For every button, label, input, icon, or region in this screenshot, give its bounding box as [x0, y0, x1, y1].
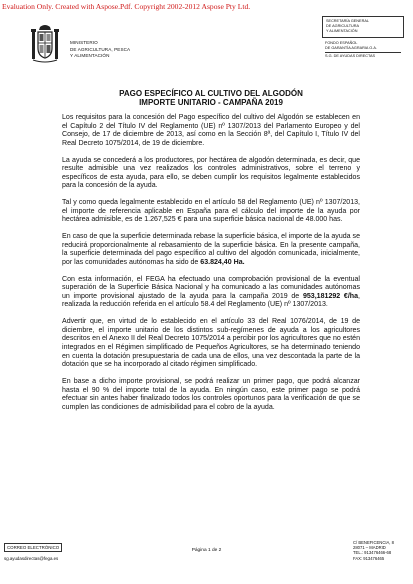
title-line-1: PAGO ESPECÍFICO AL CULTIVO DEL ALGODÓN: [119, 89, 303, 98]
evaluation-watermark: Evaluation Only. Created with Aspose.Pdf. Copyright 2002-2012 Aspose Pty Ltd.: [2, 2, 251, 11]
document-body: [62, 114, 360, 421]
coat-of-arms-emblem: [30, 24, 60, 64]
paragraph-5-text-a: Con esta información, el FEGA ha efectuado una comprobación provisional de la eventual superación de la Superficie Básica Nacional y ha comunicado a las comunidades autónomas un importe provisional ajustado de la ayuda para la campaña 2019 de: [62, 275, 360, 300]
ministry-line-3: Y ALIMENTACIÓN: [70, 53, 110, 59]
fega-box: [322, 38, 404, 60]
fega-line-3: S.G. DE AYUDAS DIRECTAS: [325, 54, 376, 59]
paragraph-7: En base a dicho importe provisional, se podrá realizar un primer pago, que podrá alcanzar hasta el 90 % del importe total de la ayuda. En ningún caso, este primer pago se podrá efectuar sin antes haber finalizado todos los controles oportunos para la verificación de que se cumplen las condiciones de admisibilidad para el cobro de la ayuda.: [62, 378, 360, 411]
ministry-line-1: MINISTERIO: [70, 40, 98, 45]
paragraph-5-text-b: , realizada la reducción referida en el artículo 58.4 del Reglamento (UE) nº 1307/2013.: [62, 292, 360, 309]
paragraph-4-text: En caso de que la superficie determinada rebase la superficie básica, el importe de la ayuda se reducirá proporcionalmente al rebasamiento de la superficie básica. En la presente campaña, la superficie determinada del pago específico al cultivo del algodón comunicada, inicialmente, por las comunidades autónomas ha sido de: [62, 233, 360, 266]
paragraph-5: [62, 276, 360, 310]
address-phone: TEL.: 913476466-68: [353, 550, 392, 556]
email-label: CORREO ELECTRÓNICO: [4, 543, 62, 552]
paragraph-1: Los requisitos para la concesión del Pago específico del cultivo del Algodón se establecen en el Capítulo 2 del Título IV del Reglamento (UE) nº 1307/2013 del Parlamento Europeo y del Consejo, de 17 de diciembre de 2013, así como en la Sección 8ª, del Capítulo I, Título IV del Real Decreto 1075/2014, de 19 de diciembre.: [62, 114, 360, 147]
agency-header-box: [322, 16, 404, 59]
page-number: Página 1 de 2: [191, 548, 222, 553]
paragraph-6: Advertir que, en virtud de lo establecido en el artículo 33 del Real 1076/2014, de 19 de diciembre, el importe unitario de los distintos sub-regímenes de ayuda a los agricultores descritos en el Anexo II del Real Decreto 1075/2014 a percibir por los agricultores que no estén integrados en el Régimen simplificado de Pequeños Agricultores, se ha determinado teniendo en cuenta la dotación presupuestaria de cada una de ellos, una vez descontada la parte de la dotación que se ha incorporado al citado régimen simplificado.: [62, 318, 360, 369]
paragraph-2: La ayuda se concederá a los productores, por hectárea de algodón determinada, es decir, que resulte admisible una vez realizados los controles administrativos, sobre el terreno y específicos de esta ayuda, para ello, se deben cumplir los requisitos legalmente establecidos para la concesión de la ayuda.: [62, 156, 360, 190]
secretariat-line-3: Y ALIMENTACIÓN: [326, 29, 358, 34]
email-address: sg.ayudasdirectas@fega.es: [4, 556, 59, 562]
address-city: 28071 – MADRID: [353, 545, 386, 551]
unit-amount-value: 953,181292 €/ha: [302, 292, 359, 300]
secretariat-line-2: DE AGRICULTURA: [326, 24, 360, 29]
paragraph-3: Tal y como queda legalmente establecido en el artículo 58 del Reglamento (UE) nº 1307/2013, el importe de referencia aplicable en España para el cálculo del importe de la ayuda por hectárea admisible, es de 1.267,525 € para una superficie básica nacional de 48.000 has.: [62, 199, 360, 224]
header-divider: [325, 52, 401, 53]
address-street: C/ BENEFICENCIA, 8: [353, 540, 394, 545]
address-fax: FAX: 913476465: [353, 555, 385, 561]
ministry-name: [70, 40, 130, 60]
paragraph-4: [62, 233, 360, 267]
fega-line-2: DE GARANTÍA AGRARIA O.A.: [325, 45, 377, 50]
determined-area-value: 63.824,40 Ha.: [200, 258, 245, 266]
secretariat-line-1: SECRETARÍA GENERAL: [326, 19, 369, 23]
title-line-2: IMPORTE UNITARIO - CAMPAÑA 2019: [139, 98, 283, 108]
ministry-line-2: DE AGRICULTURA, PESCA: [70, 46, 131, 52]
fega-line-1: FONDO ESPAÑOL: [325, 40, 358, 45]
document-title: [62, 89, 360, 108]
secretariat-box: [322, 16, 404, 38]
footer-address: [353, 540, 394, 561]
